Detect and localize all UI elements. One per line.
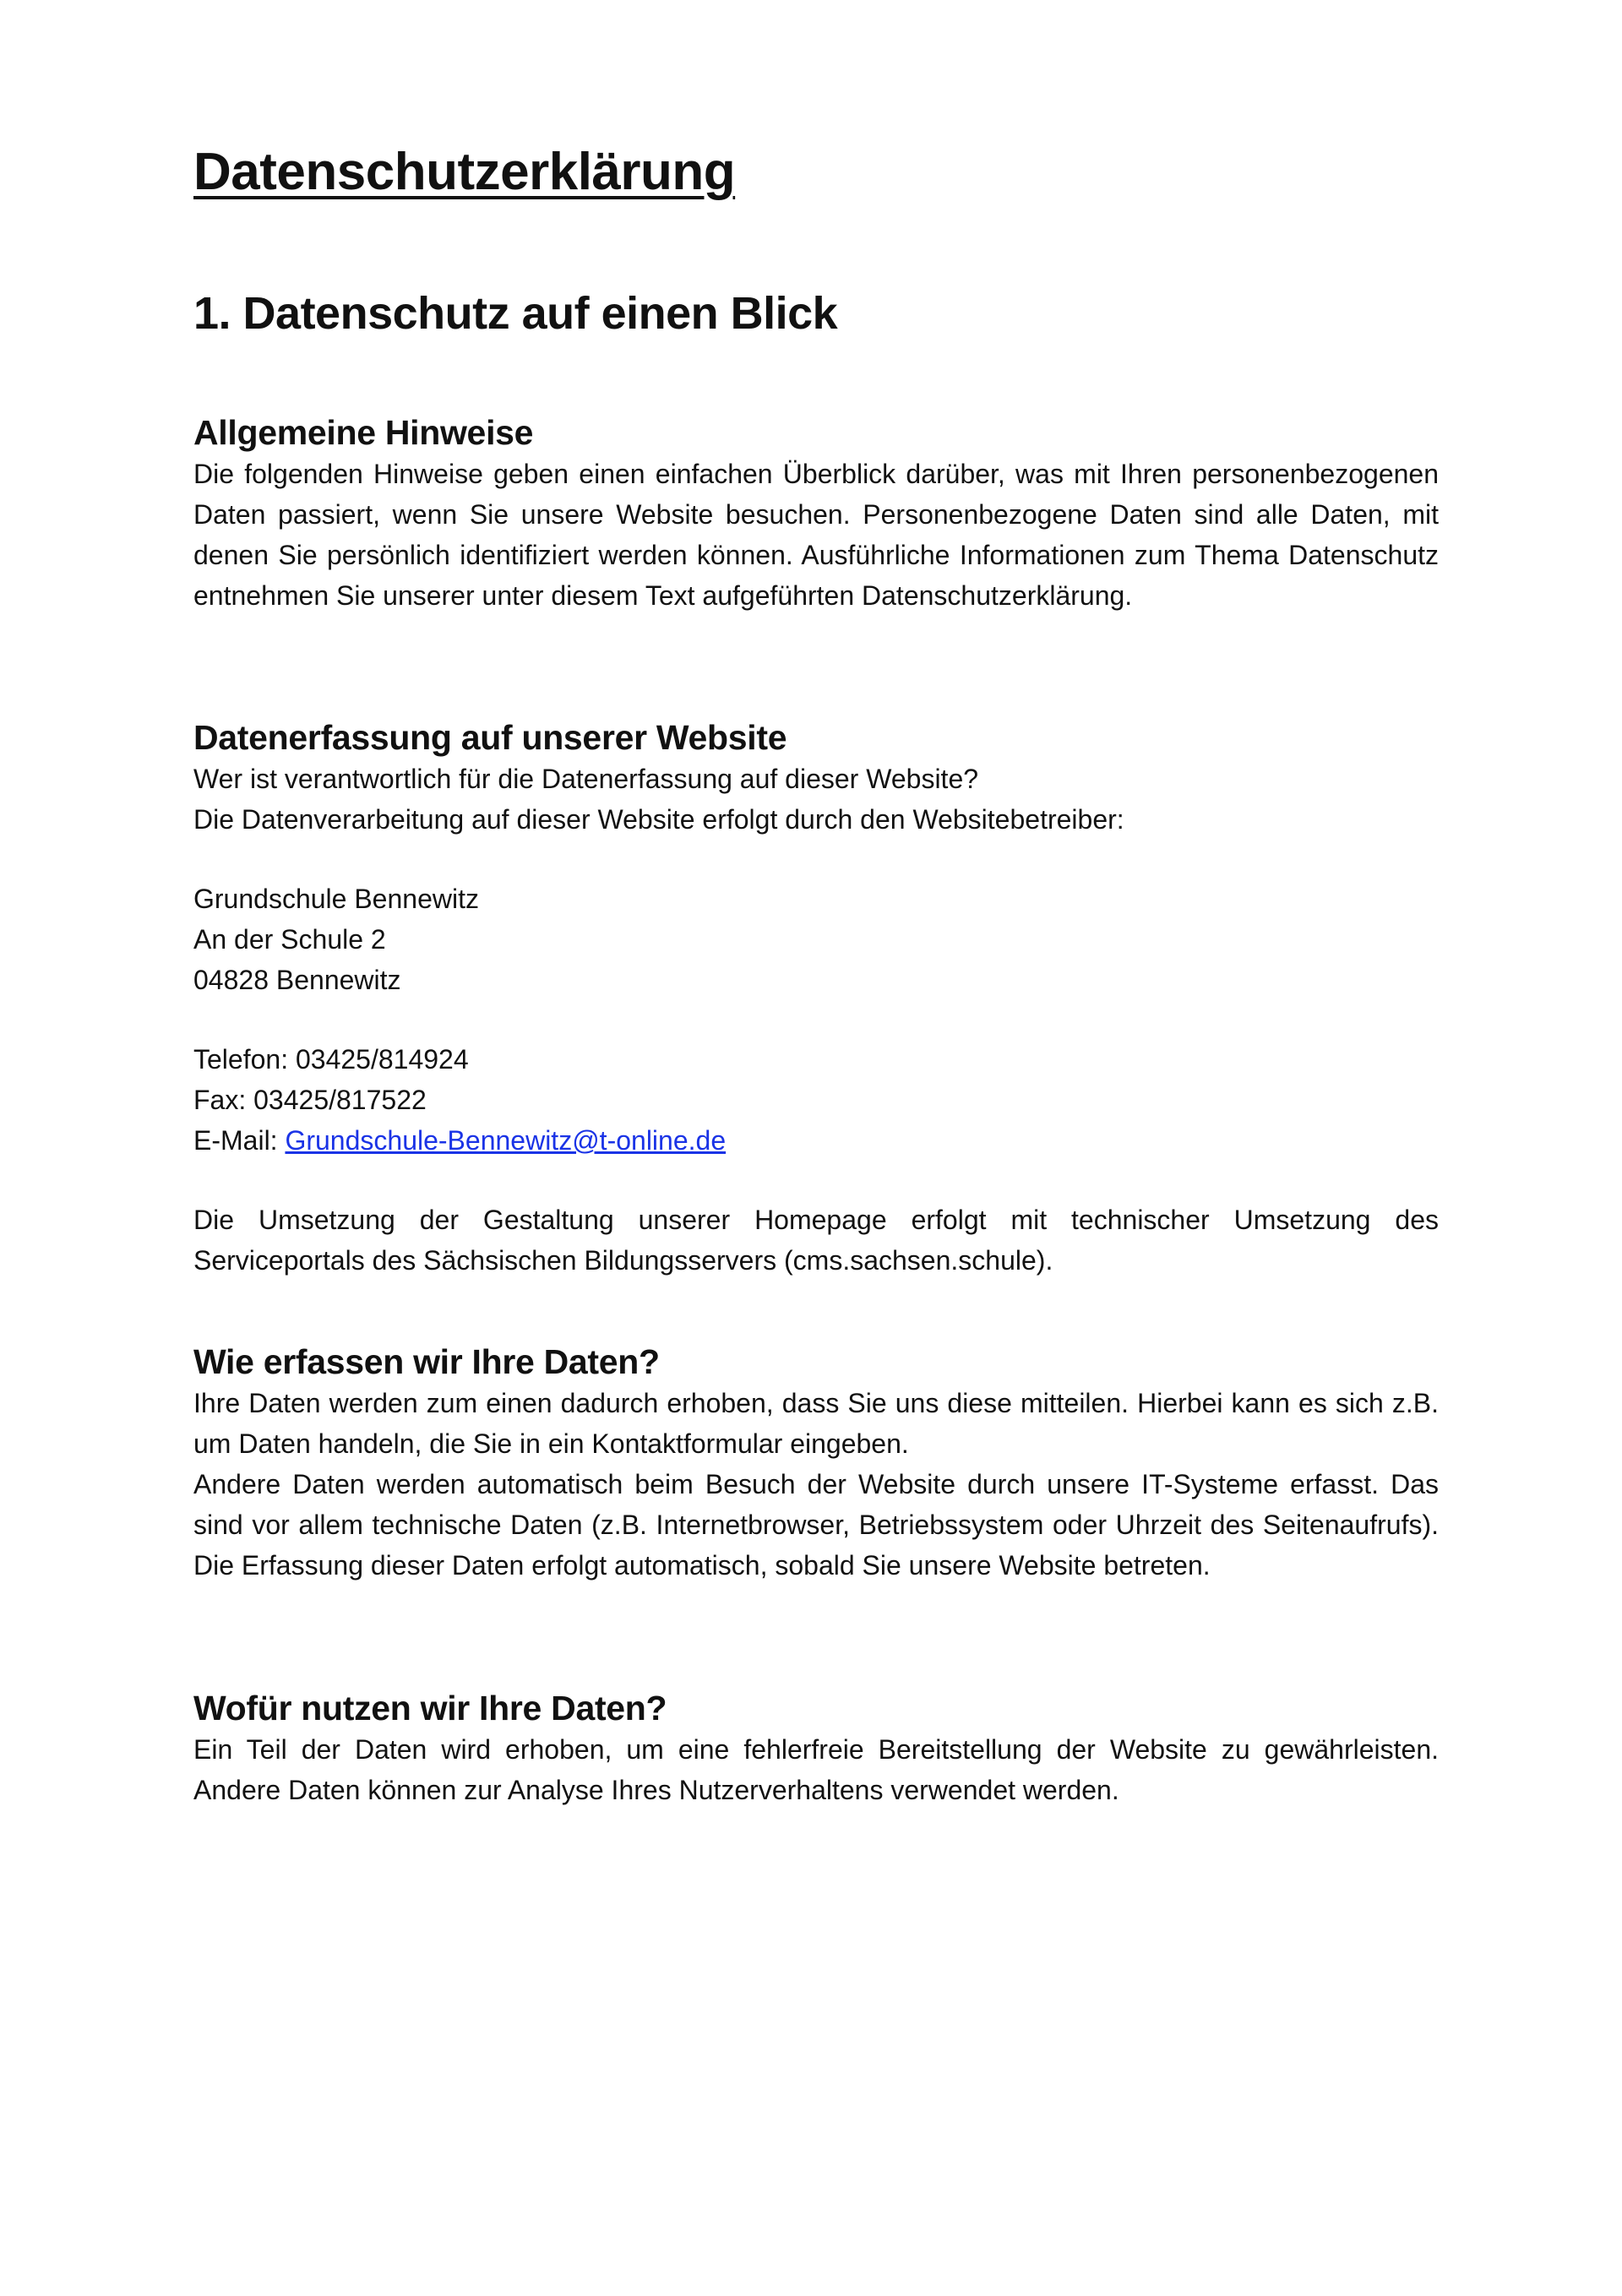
email-link[interactable]: Grundschule-Bennewitz@t-online.de: [285, 1125, 727, 1156]
operator-city: 04828 Bennewitz: [193, 965, 401, 996]
how-collect-text-2: Andere Daten werden automatisch beim Besuch der Website durch unsere IT-Systeme erfasst. Das sind vor allem technische Daten (z.B. Internetbrowser, Betriebssystem oder Uhrzeit des Seitenaufrufs). Die Erfassung dieser Daten erfolgt automatisch, sobald Sie unsere Website betreten.: [193, 1469, 1439, 1581]
subheading-how-collect: Wie erfassen wir Ihre Daten?: [193, 1342, 660, 1381]
usage-text: Ein Teil der Daten wird erhoben, um eine fehlerfreie Bereitstellung der Website zu gewährleisten. Andere Daten können zur Analyse Ihres Nutzerverhaltens verwendet werden.: [193, 1734, 1439, 1806]
implementation-text: Die Umsetzung der Gestaltung unserer Homepage erfolgt mit technischer Umsetzung des Serviceportals des Sächsischen Bildungsservers (cms.sachsen.schule).: [193, 1205, 1439, 1276]
section-heading-overview: 1. Datenschutz auf einen Blick: [193, 288, 838, 339]
phone-number: Telefon: 03425/814924: [193, 1044, 469, 1075]
how-collect-text-1: Ihre Daten werden zum einen dadurch erhoben, dass Sie uns diese mitteilen. Hierbei kann es sich z.B. um Daten handeln, die Sie in ein Kontaktformular eingeben.: [193, 1388, 1439, 1460]
email-line: [193, 1120, 1439, 1161]
general-notes-text: Die folgenden Hinweise geben einen einfachen Überblick darüber, was mit Ihren personenbezogenen Daten passiert, wenn Sie unsere Website besuchen. Personenbezogene Daten sind alle Daten, mit denen Sie persönlich identifiziert werden können. Ausführliche Informationen zum Thema Datenschutz entnehmen Sie unserer unter diesem Text aufgeführten Datenschutzerklärung.: [193, 459, 1439, 612]
operator-address: [193, 879, 1439, 1000]
email-label: E-Mail:: [193, 1125, 286, 1156]
fax-number: Fax: 03425/817522: [193, 1085, 427, 1116]
responsibility-statement: Die Datenverarbeitung auf dieser Website erfolgt durch den Websitebetreiber:: [193, 804, 1124, 835]
section-usage: [193, 1688, 1439, 1810]
page-title: Datenschutzerklärung: [193, 143, 736, 201]
subheading-general-notes: Allgemeine Hinweise: [193, 413, 534, 452]
section-general-notes: [193, 412, 1439, 616]
section-how-collect: [193, 1341, 1439, 1586]
subheading-data-collection: Datenerfassung auf unserer Website: [193, 718, 787, 757]
responsibility-question: Wer ist verantwortlich für die Datenerfassung auf dieser Website?: [193, 764, 979, 795]
section-data-collection: [193, 717, 1439, 1281]
operator-name: Grundschule Bennewitz: [193, 884, 479, 915]
subheading-usage: Wofür nutzen wir Ihre Daten?: [193, 1689, 667, 1727]
operator-street: An der Schule 2: [193, 924, 386, 955]
operator-contact: [193, 1039, 1439, 1161]
